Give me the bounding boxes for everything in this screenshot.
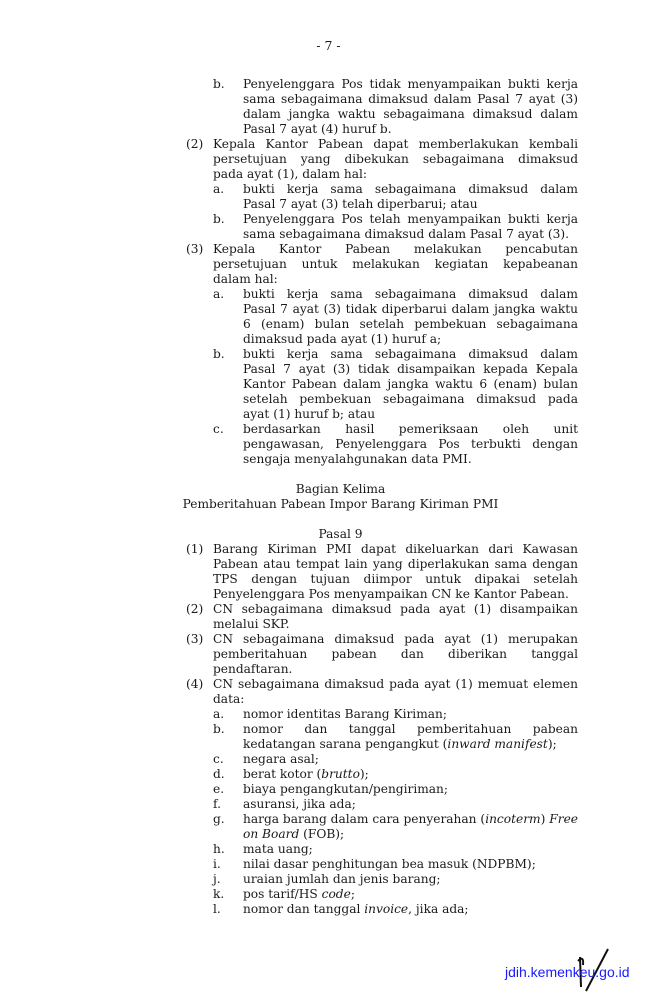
line-text: 6 (enam) bulan setelah pembekuan sebagaimana [243,317,578,331]
text-line [0,302,657,317]
text-line [0,587,657,602]
line-text: Penyelenggara Pos tidak menyampaikan bukti kerja [243,77,578,91]
italic-term: brutto [321,767,360,781]
text-line [0,287,657,302]
text-line [0,227,657,242]
text-line [0,542,657,557]
item-label: j. [213,872,221,886]
text-line [0,707,657,722]
text-line [0,167,657,182]
item-label: a. [213,287,225,301]
item-label: (2) [186,137,204,151]
text-line [0,452,657,467]
text-line [0,797,657,812]
italic-term: code [321,887,351,901]
page-number [0,38,657,53]
text-line [0,617,657,632]
line-text: nomor dan tanggal pemberitahuan pabean [243,722,578,736]
text-line [0,77,657,92]
line-text: CN sebagaimana dimaksud pada ayat (1) memuat elemen [213,677,578,691]
item-label: (3) [186,632,204,646]
numbered-paragraph [0,602,657,632]
line-text: Penyelenggara Pos telah menyampaikan bukti kerja [243,212,578,226]
text-line [0,677,657,692]
item-label: (4) [186,677,204,691]
item-label: c. [213,752,224,766]
line-text [243,902,578,917]
line-text: nomor identitas Barang Kiriman; [243,707,447,721]
line-text: persetujuan untuk melakukan kegiatan kepabeanan [213,257,578,271]
text-segment: (FOB); [299,827,345,841]
section-heading [0,527,657,542]
lettered-item [0,872,657,887]
lettered-item [0,842,657,857]
line-text: pengawasan, Penyelenggara Pos terbukti dengan [243,437,578,451]
text-line [0,827,657,842]
line-text: CN sebagaimana dimaksud pada ayat (1) disampaikan [213,602,578,616]
section-heading [0,482,657,512]
italic-term: inward manifest [447,737,548,751]
text-line [0,242,657,257]
line-text: sama sebagaimana dimaksud dalam Pasal 7 ayat (3) [243,92,578,106]
line-text: bukti kerja sama sebagaimana dimaksud dalam [243,287,578,301]
text-line [0,737,657,752]
item-label: (2) [186,602,204,616]
lettered-item [0,347,657,422]
numbered-paragraph [0,677,657,707]
item-label: a. [213,707,225,721]
line-text: Pasal 7 ayat (3) tidak diperbarui dalam jangka waktu [243,302,578,316]
line-text: bukti kerja sama sebagaimana dimaksud dalam [243,182,578,196]
item-label: b. [213,212,225,226]
line-text: data: [213,692,245,706]
text-segment: , jika ada; [408,902,469,916]
text-line [0,782,657,797]
text-segment: pos tarif/HS [243,887,322,901]
line-text: dalam jangka waktu sebagaimana dimaksud dalam [243,107,578,121]
text-line [0,272,657,287]
text-line [0,662,657,677]
text-line [0,497,657,512]
line-text: melalui SKP. [213,617,290,631]
line-text: nilai dasar penghitungan bea masuk (NDPBM); [243,857,536,871]
line-text: sengaja menyalahgunakan data PMI. [243,452,472,466]
text-segment: kedatangan sarana pengangkut ( [243,737,448,751]
lettered-item [0,77,657,137]
text-line [0,332,657,347]
numbered-paragraph [0,137,657,182]
spacer [0,512,657,527]
text-line [0,182,657,197]
text-segment: nomor dan tanggal [243,902,365,916]
text-line [0,857,657,872]
lettered-item [0,857,657,872]
lettered-item [0,212,657,242]
line-text: persetujuan yang dibekukan sebagaimana dimaksud [213,152,578,166]
text-line [0,437,657,452]
text-line [0,392,657,407]
lettered-item [0,182,657,212]
text-line [0,752,657,767]
footer-link[interactable]: jdih.kemenkeu.go.id [505,964,630,980]
numbered-paragraph [0,632,657,677]
text-line [0,767,657,782]
text-line [0,482,657,497]
line-text: pendaftaran. [213,662,293,676]
heading-text: Bagian Kelima [295,482,386,496]
line-text: biaya pengangkutan/pengiriman; [243,782,448,796]
line-text: Pasal 7 ayat (4) huruf b. [243,122,392,136]
line-text [243,827,578,842]
lettered-item [0,707,657,722]
lettered-item [0,812,657,842]
lettered-item [0,782,657,797]
line-text: Barang Kiriman PMI dapat dikeluarkan dari Kawasan [213,542,578,556]
line-text: sama sebagaimana dimaksud dalam Pasal 7 ayat (3). [243,227,570,241]
text-line [0,647,657,662]
text-line [0,107,657,122]
italic-term: on Board [243,827,300,841]
text-segment: ); [359,767,369,781]
lettered-item [0,767,657,782]
line-text [243,887,578,902]
lettered-item [0,422,657,467]
line-text: berdasarkan hasil pemeriksaan oleh unit [243,422,578,436]
text-line [0,92,657,107]
heading-text: Pasal 9 [318,527,363,541]
lettered-item [0,752,657,767]
line-text [243,812,578,827]
heading-text: Pemberitahuan Pabean Impor Barang Kiriman PMI [182,497,499,511]
item-label: h. [213,842,225,856]
text-segment: ); [547,737,557,751]
text-line [0,257,657,272]
line-text: bukti kerja sama sebagaimana dimaksud dalam [243,347,578,361]
item-label: g. [213,812,225,826]
italic-term: Free [549,812,578,826]
numbered-paragraph [0,242,657,287]
line-text: setelah pembekuan sebagaimana dimaksud pada [243,392,578,406]
text-segment: harga barang dalam cara penyerahan ( [243,812,486,826]
item-label: k. [213,887,225,901]
text-line [0,887,657,902]
item-label: a. [213,182,225,196]
text-line [0,527,657,542]
lettered-item [0,722,657,752]
lettered-item [0,797,657,812]
text-line [0,602,657,617]
text-line [0,197,657,212]
item-label: b. [213,347,225,361]
line-text: pada ayat (1), dalam hal: [213,167,367,181]
text-segment: ; [350,887,355,901]
text-line [0,362,657,377]
item-label: i. [213,857,221,871]
italic-term: invoice [364,902,409,916]
line-text: dimaksud pada ayat (1) huruf a; [243,332,442,346]
line-text [243,737,578,752]
text-line [0,422,657,437]
item-label: e. [213,782,225,796]
text-line [0,557,657,572]
lettered-item [0,887,657,902]
numbered-paragraph [0,542,657,602]
line-text: Pasal 7 ayat (3) telah diperbarui; atau [243,197,478,211]
text-line [0,152,657,167]
line-text: Kepala Kantor Pabean dapat memberlakukan kembali [213,137,578,151]
item-label: f. [213,797,221,811]
line-text: TPS dengan tujuan diimpor untuk dipakai setelah [213,572,578,586]
line-text: Penyelenggara Pos menyampaikan CN ke Kantor Pabean. [213,587,569,601]
item-label: (3) [186,242,204,256]
text-line [0,572,657,587]
page-number-text: - 7 - [316,38,341,53]
text-line [0,137,657,152]
line-text: negara asal; [243,752,319,766]
text-line [0,377,657,392]
text-line [0,347,657,362]
line-text: uraian jumlah dan jenis barang; [243,872,441,886]
text-segment: ) [540,812,550,826]
spacer [0,467,657,482]
item-label: l. [213,902,221,916]
italic-term: incoterm [485,812,541,826]
text-line [0,902,657,917]
item-label: b. [213,722,225,736]
line-text: Pabean atau tempat lain yang diperlakukan sama dengan [213,557,578,571]
text-line [0,872,657,887]
line-text: dalam hal: [213,272,278,286]
text-line [0,212,657,227]
item-label: b. [213,77,225,91]
lettered-item [0,287,657,347]
lettered-item [0,902,657,917]
line-text: Kantor Pabean dalam jangka waktu 6 (enam) bulan [243,377,578,391]
text-line [0,632,657,647]
text-segment: berat kotor ( [243,767,322,781]
line-text: Pasal 7 ayat (3) tidak disampaikan kepada Kepala [243,362,578,376]
text-line [0,122,657,137]
text-line [0,317,657,332]
line-text: Kepala Kantor Pabean melakukan pencabutan [213,242,578,256]
item-label: d. [213,767,225,781]
line-text: pemberitahuan pabean dan diberikan tanggal [213,647,578,661]
item-label: c. [213,422,224,436]
item-label: (1) [186,542,204,556]
line-text: ayat (1) huruf b; atau [243,407,376,421]
text-line [0,812,657,827]
line-text: CN sebagaimana dimaksud pada ayat (1) merupakan [213,632,578,646]
document-body [0,77,657,917]
text-line [0,722,657,737]
text-line [0,842,657,857]
text-line [0,407,657,422]
line-text [243,767,578,782]
text-line [0,692,657,707]
line-text: mata uang; [243,842,313,856]
line-text: asuransi, jika ada; [243,797,356,811]
